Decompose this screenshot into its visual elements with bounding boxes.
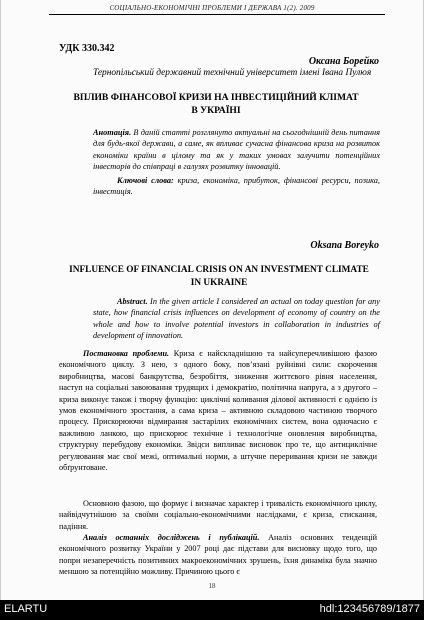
abstract-ua xyxy=(93,127,380,173)
keywords-ua xyxy=(93,175,380,198)
author-name-en: Oksana Boreyko xyxy=(310,240,379,251)
header-rule xyxy=(49,14,385,15)
body-paragraph-3 xyxy=(59,532,377,578)
handle-identifier: hdl:123456789/1877 xyxy=(319,603,420,615)
abstract-ua-text: В даній статті розглянуто актуальні на сьогоднішній день питання для будь-якої держави, а саме, як впливає сучасна фінансова криза на розвиток економіки країни в цілому та як у таких умовах залучити потенційних інвесторів до співпраці в галузях розвитку інновацій. xyxy=(93,128,380,172)
repository-label: ELARTU xyxy=(4,603,48,615)
body-paragraph-2: Основною фазою, що формує і визначає характер і тривалість економічного циклу, найвідчутнішою за своїми соціально-економічними наслідками, є криза, стискання, падіння. xyxy=(59,499,377,531)
abstract-en-text: In the given article I considered an actual on today question for any state, how financial crisis influences on development of economy of country on the whole and how to involve potential investors in collaboration in industries of development of innovation. xyxy=(93,297,380,341)
status-bar xyxy=(0,600,424,620)
body-paragraph-1 xyxy=(59,348,377,473)
article-title-ua: ВПЛИВ ФІНАНСОВОЇ КРИЗИ НА ІНВЕСТИЦІЙНИЙ КЛІМАТ В УКРАЇНІ xyxy=(73,92,359,116)
udk-code: УДК 330.342 xyxy=(59,43,115,54)
section-heading-problem: Постановка проблеми. xyxy=(83,349,170,358)
body-paragraph-3-text: Аналіз основних тенденцій економічного розвитку України у 2007 році дає підстави для висновку щодо того, що попри незаперечність позитивних макроекономічних зрушень, їхня динаміка була значно меншою за потенційно можливу. Причиною цього є xyxy=(59,533,377,577)
abstract-ua-label: Анотація. xyxy=(93,128,132,137)
abstract-en-label: Abstract. xyxy=(117,297,148,306)
author-name-ua: Оксана Борейко xyxy=(308,56,379,67)
page-number: 18 xyxy=(208,582,216,590)
keywords-ua-label: Ключові слова: xyxy=(117,176,174,185)
section-heading-analysis: Аналіз останніх досліджень і публікацій. xyxy=(83,533,260,542)
running-head: СОЦІАЛЬНО-ЕКОНОМІЧНІ ПРОБЛЕМИ І ДЕРЖАВА 1(2). 2009 xyxy=(109,4,315,12)
body-paragraph-1-text: Криза є найскладнішою та найсуперечливішою фазою економічного циклу. З нею, з одного боку, пов’язані руйнівні сили: скорочення виробництва, масові банкрутства, безробіття, зниження життєвого рівня населення, наступ на соціальні завоювання трудящих і демократію, політична напруга, а з другого – криза виконує також і творчу функцію: циклічні коливання ділової активності є однією із умов економічного зростання, а сама криза – активною складовою частиною творчого процесу. Прискорюючи відмирання застарілих економічних систем, вона одночасно є важливою ланкою, що прискорює технічне і технологічне оновлення виробництва, структурну перебудову економіки. Звідси випливає висновок про те, що антициклічне регулювання має свої межі, оптимальні норми, а штучне переривання кризи не завжди обґрунтоване. xyxy=(59,349,377,473)
abstract-en xyxy=(93,296,380,342)
author-affiliation: Тернопільський державний технічний університет імені Івана Пулюя xyxy=(93,68,372,78)
keywords-ua-text: криза, економіка, прибуток, фінансові ресурси, позика, інвестиція. xyxy=(93,176,380,197)
article-title-en: INFLUENCE OF FINANCIAL CRISIS ON AN INVESTMENT CLIMATE IN UKRAINE xyxy=(69,265,369,288)
